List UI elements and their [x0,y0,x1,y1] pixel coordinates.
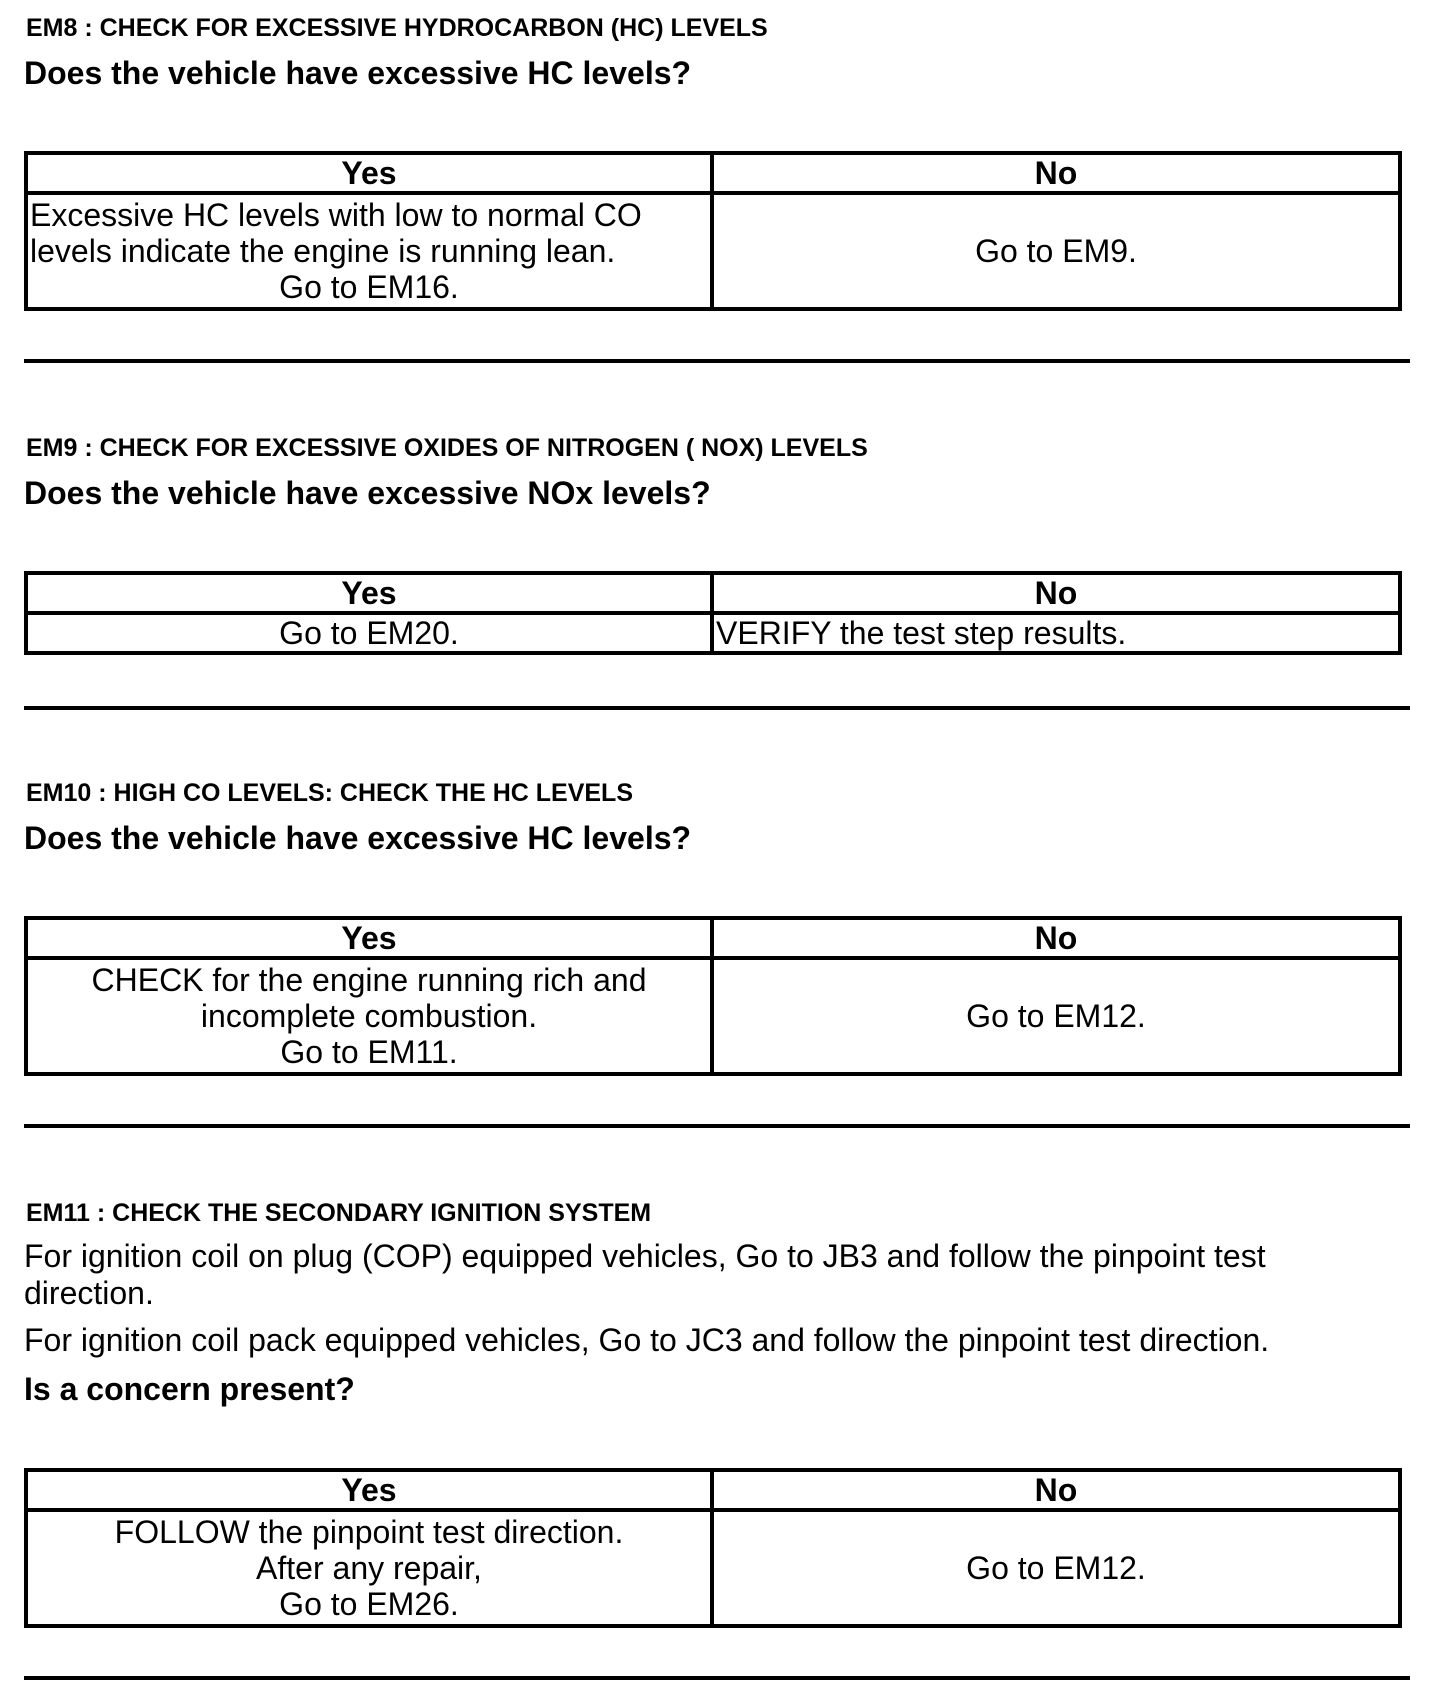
em10-no-header: No [712,918,1400,958]
em10-yes-line-3: Go to EM11. [280,1034,458,1070]
em8-divider [24,359,1410,363]
em8-yes-cell [26,193,712,309]
em10-heading: EM10 : HIGH CO LEVELS: CHECK THE HC LEVELS [26,779,634,807]
em9-heading: EM9 : CHECK FOR EXCESSIVE OXIDES OF NITROGEN ( NOX) LEVELS [26,434,868,462]
em9-yes-cell: Go to EM20. [26,613,712,653]
em11-answer-table [24,1468,1402,1628]
em10-yes-header: Yes [26,918,712,958]
em10-divider [24,1124,1410,1128]
em11-no-header: No [712,1470,1400,1510]
em10-yes-line-2: incomplete combustion. [200,998,538,1034]
em8-no-cell: Go to EM9. [712,193,1400,309]
em10-no-cell: Go to EM12. [712,958,1400,1074]
em9-answer-table [24,571,1402,655]
em8-question: Does the vehicle have excessive HC levels? [24,55,692,91]
em8-no-header: No [712,153,1400,193]
em11-yes-line-2: After any repair, [256,1550,482,1586]
em8-answer-table [24,151,1402,311]
em8-yes-line-3: Go to EM16. [279,269,459,305]
em11-divider [24,1676,1410,1680]
em8-yes-line-2: levels indicate the engine is running lean. [30,233,616,269]
em11-question: Is a concern present? [24,1371,355,1407]
em11-yes-cell [26,1510,712,1626]
em8-heading: EM8 : CHECK FOR EXCESSIVE HYDROCARBON (HC) LEVELS [26,14,768,42]
em8-yes-line-1: Excessive HC levels with low to normal CO [30,197,642,233]
em10-question: Does the vehicle have excessive HC levels? [24,820,692,856]
em9-question: Does the vehicle have excessive NOx levels? [24,475,711,511]
em11-paragraph-cop: For ignition coil on plug (COP) equipped vehicles, Go to JB3 and follow the pinpoint test direction. [24,1238,1266,1311]
em9-yes-header: Yes [26,573,712,613]
em9-no-cell: VERIFY the test step results. [712,613,1400,653]
em11-yes-header: Yes [26,1470,712,1510]
em11-no-cell: Go to EM12. [712,1510,1400,1626]
em9-no-header: No [712,573,1400,613]
em10-yes-line-1: CHECK for the engine running rich and [91,962,647,998]
em8-yes-header: Yes [26,153,712,193]
em11-paragraph-coil-pack: For ignition coil pack equipped vehicles, Go to JC3 and follow the pinpoint test direction. [24,1322,1270,1358]
em9-divider [24,706,1410,710]
em11-heading: EM11 : CHECK THE SECONDARY IGNITION SYSTEM [26,1199,652,1227]
em10-answer-table [24,916,1402,1076]
em11-yes-line-1: FOLLOW the pinpoint test direction. [114,1514,624,1550]
em10-yes-cell [26,958,712,1074]
em11-yes-line-3: Go to EM26. [279,1586,459,1622]
